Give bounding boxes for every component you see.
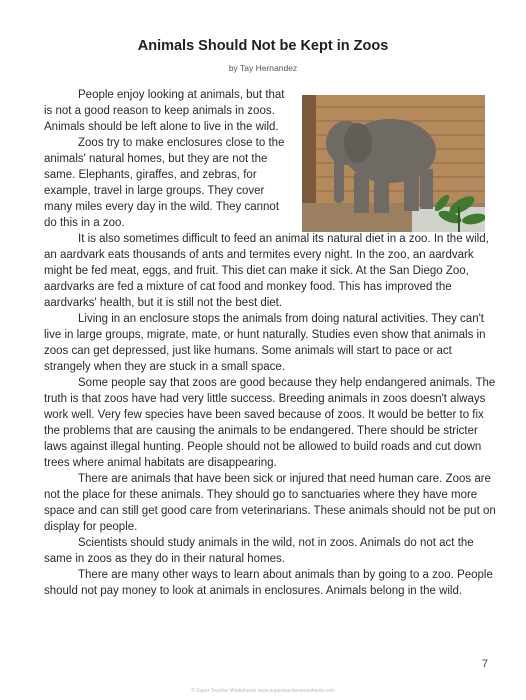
paragraph: Zoos try to make enclosures close to the animals' natural homes, but they are not the same. Elephants, giraffes, and zebras, for example, travel in large groups. They cover many miles every day in the wild. They cannot do this in a zoo. bbox=[44, 137, 285, 229]
page-title: Animals Should Not be Kept in Zoos bbox=[137, 38, 389, 54]
paragraph: Living in an enclosure stops the animals from doing natural activities. They can't live in large groups, migrate, mate, or hunt naturally. Studies even show that animals in zoos can get depressed, just like humans. Some animals will start to pace or act strangely when they are stuck in a small space. bbox=[44, 313, 486, 373]
paragraph: There are many other ways to learn about animals than by going to a zoo. People should not pay money to look at animals in enclosures. Animals belong in the wild. bbox=[44, 569, 493, 597]
byline: by Tay Hernandez bbox=[228, 63, 298, 73]
paragraph: People enjoy looking at animals, but that is not a good reason to keep animals in zoos. Animals should be left alone to live in the wild. bbox=[44, 89, 285, 133]
copyright-footer: © Super Teacher Worksheets www.superteacherworksheets.com bbox=[191, 688, 335, 694]
page-number: 7 bbox=[481, 658, 488, 670]
paragraph: Scientists should study animals in the wild, not in zoos. Animals do not act the same in zoos as they do in their natural homes. bbox=[44, 537, 474, 565]
paragraph: It is also sometimes difficult to feed an animal its natural diet in a zoo. In the wild, an aardvark eats thousands of ants and termites every night. In the zoo, an aardvark might be fed meat, eggs, and fruit. This diet can make it sick. At the San Diego Zoo, aardvarks are fed a mixture of cat food and monkey food. This has improved the aardvarks' health, but it is still not the best diet. bbox=[44, 233, 489, 309]
paragraph: There are animals that have been sick or injured that need human care. Zoos are not the place for these animals. They should go to sanctuaries where they have more space and can still get good care from veterinarians. These animals should not be put on display for people. bbox=[44, 473, 496, 533]
paragraph: Some people say that zoos are good because they help endangered animals. The truth is that zoos have had very little success. Breeding animals in zoos doesn't always work well. Very few species have been saved because of zoos. It would be better to fix the problems that are causing the animals to be endangered. There should be stricter laws against illegal hunting. People should not be allowed to build roads and cut down trees where animal habitats are disappearing. bbox=[44, 377, 496, 469]
article-body bbox=[44, 87, 496, 599]
